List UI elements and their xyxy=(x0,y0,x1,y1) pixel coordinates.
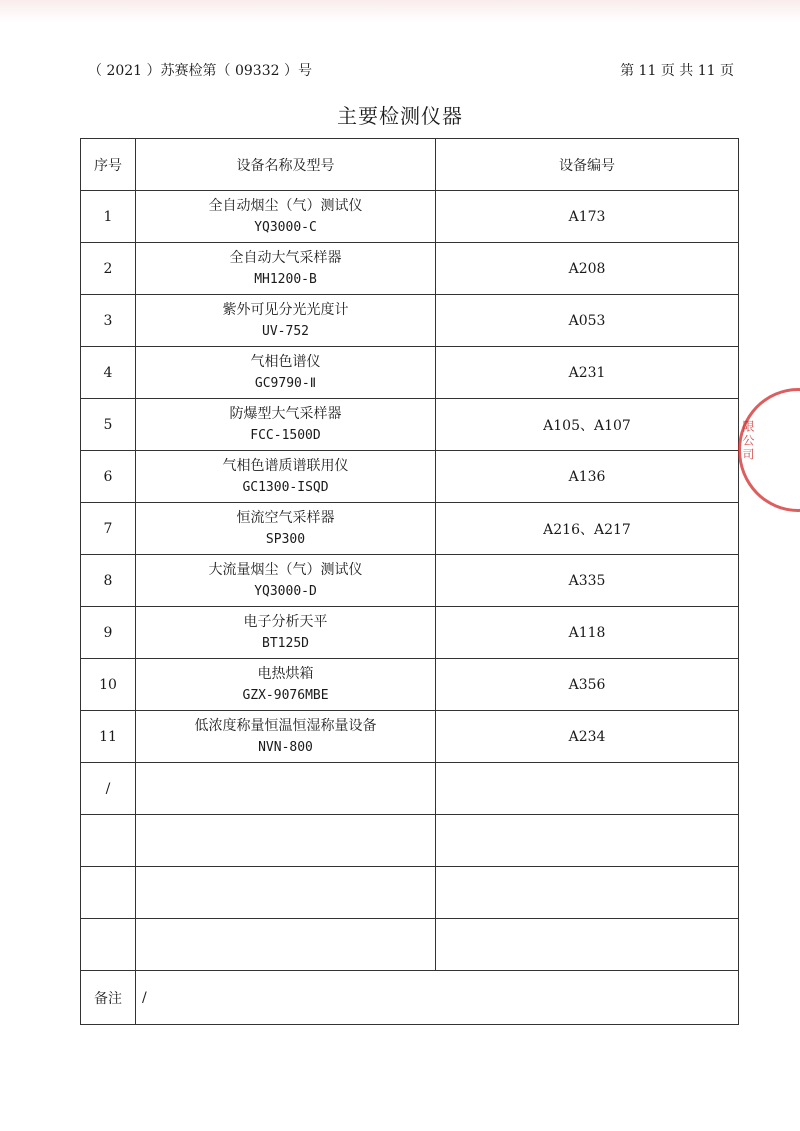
page-title: 主要检测仪器 xyxy=(337,104,463,128)
table-row xyxy=(81,815,739,867)
equipment-model: SP300 xyxy=(265,531,306,547)
equipment-id: A053 xyxy=(436,295,739,347)
remark-label: 备注 xyxy=(81,971,136,1025)
equipment-name-model xyxy=(136,919,436,971)
equipment-model: FCC-1500D xyxy=(250,427,321,443)
official-seal-text: 限公司 xyxy=(741,420,755,462)
equipment-id: A136 xyxy=(436,451,739,503)
equipment-model: MH1200-B xyxy=(254,271,317,287)
row-number: 11 xyxy=(81,711,136,763)
table-row xyxy=(81,711,739,763)
column-header-no: 序号 xyxy=(81,139,136,191)
table-header-row xyxy=(81,139,739,191)
equipment-id xyxy=(436,763,739,815)
row-number: 5 xyxy=(81,399,136,451)
equipment-id: A231 xyxy=(436,347,739,399)
page-info: 第 11 页 共 11 页 xyxy=(620,63,734,79)
equipment-id: A335 xyxy=(436,555,739,607)
row-number: 8 xyxy=(81,555,136,607)
equipment-id: A208 xyxy=(436,243,739,295)
equipment-name-model xyxy=(136,867,436,919)
remark-value: / xyxy=(136,971,739,1025)
row-number xyxy=(81,867,136,919)
equipment-name-model xyxy=(136,763,436,815)
equipment-name-model xyxy=(136,451,436,503)
equipment-model: UV-752 xyxy=(262,323,309,339)
row-number xyxy=(81,919,136,971)
row-number: 9 xyxy=(81,607,136,659)
equipment-name: 低浓度称量恒温恒湿称量设备 xyxy=(194,717,377,734)
equipment-name: 电子分析天平 xyxy=(243,613,328,630)
column-header-name: 设备名称及型号 xyxy=(136,139,436,191)
table-row xyxy=(81,867,739,919)
equipment-name-model xyxy=(136,295,436,347)
equipment-name: 紫外可见分光光度计 xyxy=(222,301,349,318)
equipment-name-model xyxy=(136,503,436,555)
row-number: / xyxy=(81,763,136,815)
row-number: 2 xyxy=(81,243,136,295)
equipment-model: YQ3000-C xyxy=(254,219,317,235)
table-row xyxy=(81,191,739,243)
equipment-name-model xyxy=(136,399,436,451)
report-number: （ 2021 ）苏赛检第（ 09332 ）号 xyxy=(88,63,312,79)
table-row xyxy=(81,347,739,399)
row-number: 6 xyxy=(81,451,136,503)
table-row xyxy=(81,659,739,711)
equipment-name-model xyxy=(136,815,436,867)
equipment-name: 气相色谱质谱联用仪 xyxy=(222,457,349,474)
equipment-name: 全自动大气采样器 xyxy=(229,249,342,266)
remark-row xyxy=(81,971,739,1025)
equipment-name: 气相色谱仪 xyxy=(250,353,321,370)
equipment-name-model xyxy=(136,711,436,763)
equipment-name: 大流量烟尘（气）测试仪 xyxy=(208,561,363,578)
equipment-name-model xyxy=(136,347,436,399)
equipment-name: 防爆型大气采样器 xyxy=(229,405,342,422)
equipment-name: 全自动烟尘（气）测试仪 xyxy=(208,197,363,214)
equipment-model: GC9790-Ⅱ xyxy=(254,375,317,391)
equipment-name: 恒流空气采样器 xyxy=(236,509,335,526)
equipment-id xyxy=(436,867,739,919)
row-number xyxy=(81,815,136,867)
table-row xyxy=(81,763,739,815)
table-row xyxy=(81,399,739,451)
table-row xyxy=(81,451,739,503)
equipment-id: A173 xyxy=(436,191,739,243)
equipment-name-model xyxy=(136,243,436,295)
equipment-id: A234 xyxy=(436,711,739,763)
equipment-name: 电热烘箱 xyxy=(257,665,314,682)
equipment-id: A105、A107 xyxy=(436,399,739,451)
equipment-model: NVN-800 xyxy=(258,739,313,755)
equipment-name-model xyxy=(136,607,436,659)
row-number: 4 xyxy=(81,347,136,399)
row-number: 10 xyxy=(81,659,136,711)
equipment-model: BT125D xyxy=(262,635,309,651)
row-number: 7 xyxy=(81,503,136,555)
equipment-model: YQ3000-D xyxy=(254,583,317,599)
table-row xyxy=(81,295,739,347)
table-row xyxy=(81,919,739,971)
table-row xyxy=(81,503,739,555)
equipment-model: GC1300-ISQD xyxy=(242,479,329,495)
row-number: 3 xyxy=(81,295,136,347)
equipment-id: A118 xyxy=(436,607,739,659)
table-body xyxy=(81,191,739,971)
equipment-name-model xyxy=(136,659,436,711)
equipment-id: A216、A217 xyxy=(436,503,739,555)
equipment-id xyxy=(436,815,739,867)
equipment-id xyxy=(436,919,739,971)
table-row xyxy=(81,607,739,659)
column-header-id: 设备编号 xyxy=(436,139,739,191)
instrument-table xyxy=(80,138,739,1025)
table-row xyxy=(81,555,739,607)
equipment-id: A356 xyxy=(436,659,739,711)
equipment-model: GZX-9076MBE xyxy=(242,687,329,703)
top-color-band xyxy=(0,0,800,22)
row-number: 1 xyxy=(81,191,136,243)
table-row xyxy=(81,243,739,295)
equipment-name-model xyxy=(136,555,436,607)
equipment-name-model xyxy=(136,191,436,243)
